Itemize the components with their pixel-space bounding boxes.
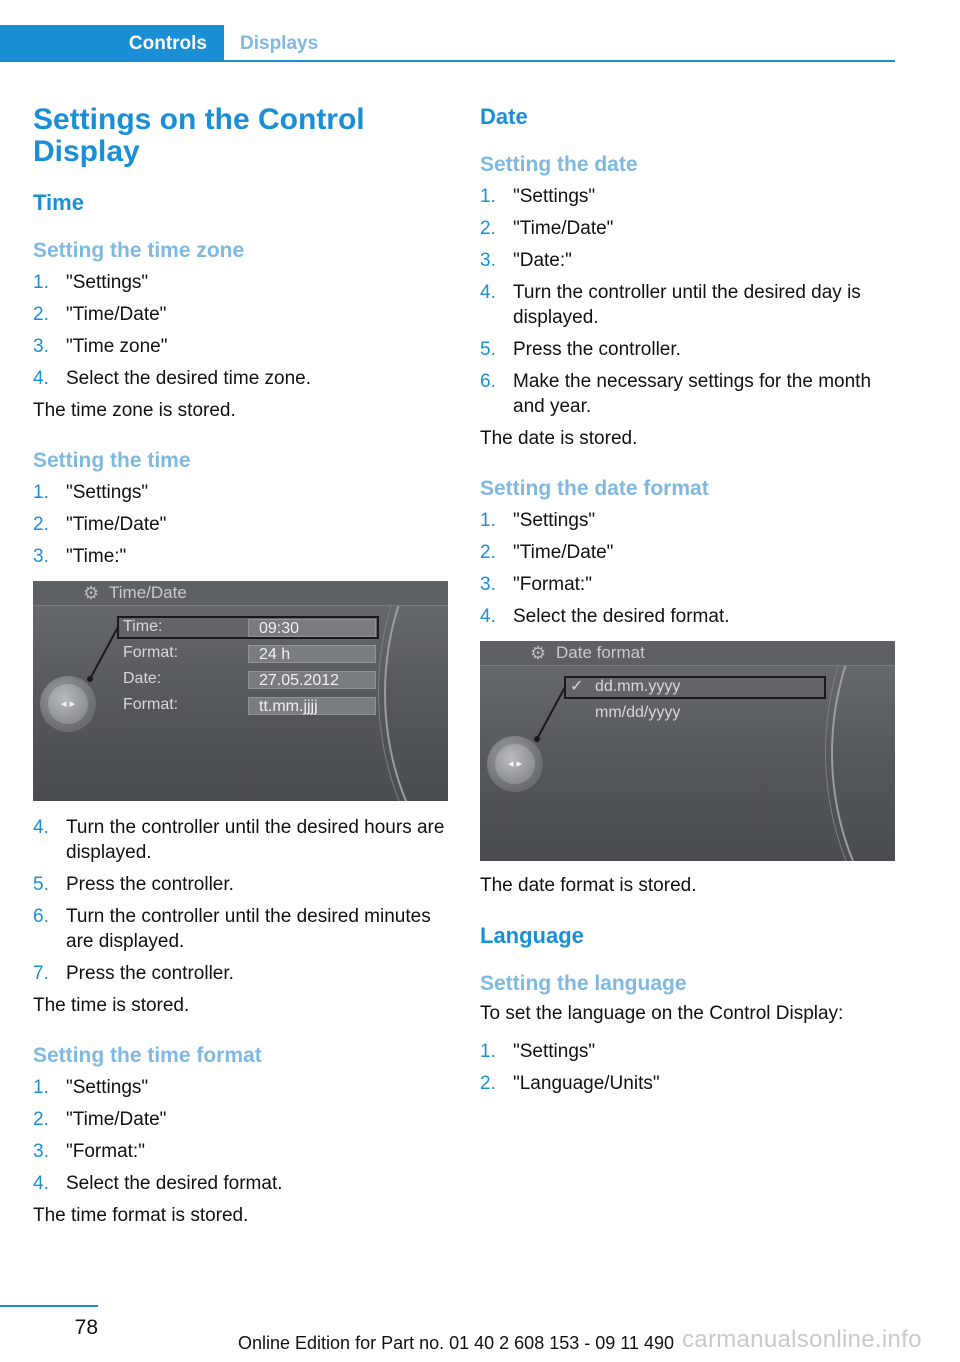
list-item: 3. "Time zone": [33, 336, 168, 357]
list-item: 2. "Time/Date": [33, 514, 167, 535]
subheading-date-format: Setting the date format: [480, 477, 709, 500]
list-item: 3. "Format:": [480, 574, 592, 595]
list-item: 2. "Time/Date": [480, 218, 614, 239]
list-item: 1. "Settings": [480, 186, 596, 207]
subheading-time-format: Setting the time format: [33, 1044, 262, 1067]
intro-setting-language: To set the language on the Control Display:: [480, 1003, 844, 1024]
gear-icon: ⚙: [530, 643, 547, 663]
header-rule: [0, 60, 895, 62]
steps-time-format: [33, 1075, 451, 1196]
list-item: 1. "Settings": [33, 272, 149, 293]
screen-row-value[interactable]: 27.05.2012: [248, 671, 376, 689]
tab-controls[interactable]: Controls: [0, 25, 224, 62]
option-other[interactable]: mm/dd/yyyy: [595, 704, 681, 721]
steps-setting-date: [480, 184, 898, 419]
screen-row-label: Date:: [123, 670, 162, 687]
list-item: 1. "Settings": [480, 510, 596, 531]
screen-row-label: Time:: [123, 618, 163, 635]
controller-knob-icon: ◂ ▸: [495, 744, 535, 784]
tab-displays[interactable]: Displays: [240, 32, 319, 54]
note-setting-time: The time is stored.: [33, 995, 190, 1016]
footer-rule: [0, 1305, 98, 1307]
steps-setting-language: [480, 1039, 898, 1096]
list-item: 7. Press the controller.: [33, 963, 234, 984]
list-item: 2. "Time/Date": [33, 1109, 167, 1130]
edition-info: Online Edition for Part no. 01 40 2 608 153 - 09 11 490: [238, 1333, 674, 1353]
list-item: 6. Make the necessary settings for the month and year.: [480, 371, 872, 417]
list-item: 3. "Format:": [33, 1141, 145, 1162]
list-item: 4. Select the desired format.: [480, 606, 730, 627]
list-item: 1. "Settings": [480, 1041, 596, 1062]
controller-knob-icon: ◂ ▸: [48, 684, 88, 724]
steps-setting-time-a: [33, 480, 451, 569]
leader-line: [480, 641, 895, 861]
screen-row-value[interactable]: tt.mm.jjjj: [248, 697, 376, 715]
section-heading-date: Date: [480, 104, 528, 129]
note-time-format: The time format is stored.: [33, 1205, 249, 1226]
note-date-format: The date format is stored.: [480, 875, 697, 896]
steps-setting-time-b: [33, 815, 451, 986]
steps-time-zone: [33, 270, 451, 391]
list-item: 3. "Date:": [480, 250, 572, 271]
list-item: 2. "Time/Date": [480, 542, 614, 563]
right-column: [480, 100, 898, 1103]
screen-row-value[interactable]: 24 h: [248, 645, 376, 663]
list-item: 2. "Time/Date": [33, 304, 167, 325]
list-item: 1. "Settings": [33, 1077, 149, 1098]
note-time-zone: The time zone is stored.: [33, 400, 236, 421]
page-number: 78: [74, 1316, 98, 1339]
subheading-setting-time: Setting the time: [33, 449, 191, 472]
list-item: 4. Select the desired time zone.: [33, 368, 312, 389]
subheading-setting-language: Setting the language: [480, 972, 687, 995]
list-item: 2. "Language/Units": [480, 1073, 660, 1094]
list-item: 5. Press the controller.: [33, 874, 234, 895]
subheading-setting-date: Setting the date: [480, 153, 638, 176]
leader-line: [33, 581, 448, 801]
checkmark-icon: ✓: [570, 678, 584, 695]
screen-row-value[interactable]: 09:30: [248, 619, 376, 637]
steps-date-format: [480, 508, 898, 629]
list-item: 4. Turn the controller until the desired hours are displayed.: [33, 817, 445, 863]
top-nav: [0, 25, 895, 62]
section-heading-language: Language: [480, 923, 584, 948]
list-item: 4. Turn the controller until the desired day is displayed.: [480, 282, 861, 328]
note-setting-date: The date is stored.: [480, 428, 638, 449]
list-item: 3. "Time:": [33, 546, 127, 567]
time-date-screen: [33, 581, 448, 801]
list-item: 5. Press the controller.: [480, 339, 681, 360]
subheading-time-zone: Setting the time zone: [33, 239, 245, 262]
section-heading-time: Time: [33, 190, 84, 215]
date-format-screen: [480, 641, 895, 861]
list-item: 6. Turn the controller until the desired minutes are displayed.: [33, 906, 431, 952]
screen-title: Date format: [556, 643, 645, 662]
screen-row-label: Format:: [123, 696, 179, 713]
screen-row-label: Format:: [123, 644, 179, 661]
option-selected[interactable]: dd.mm.yyyy: [595, 678, 681, 695]
left-column: [33, 100, 451, 1229]
list-item: 1. "Settings": [33, 482, 149, 503]
watermark: carmanualsonline.info: [682, 1326, 922, 1353]
list-item: 4. Select the desired format.: [33, 1173, 283, 1194]
page-title: Settings on the Control Display: [33, 103, 365, 168]
gear-icon: ⚙: [83, 583, 100, 603]
screen-title: Time/Date: [109, 583, 187, 602]
